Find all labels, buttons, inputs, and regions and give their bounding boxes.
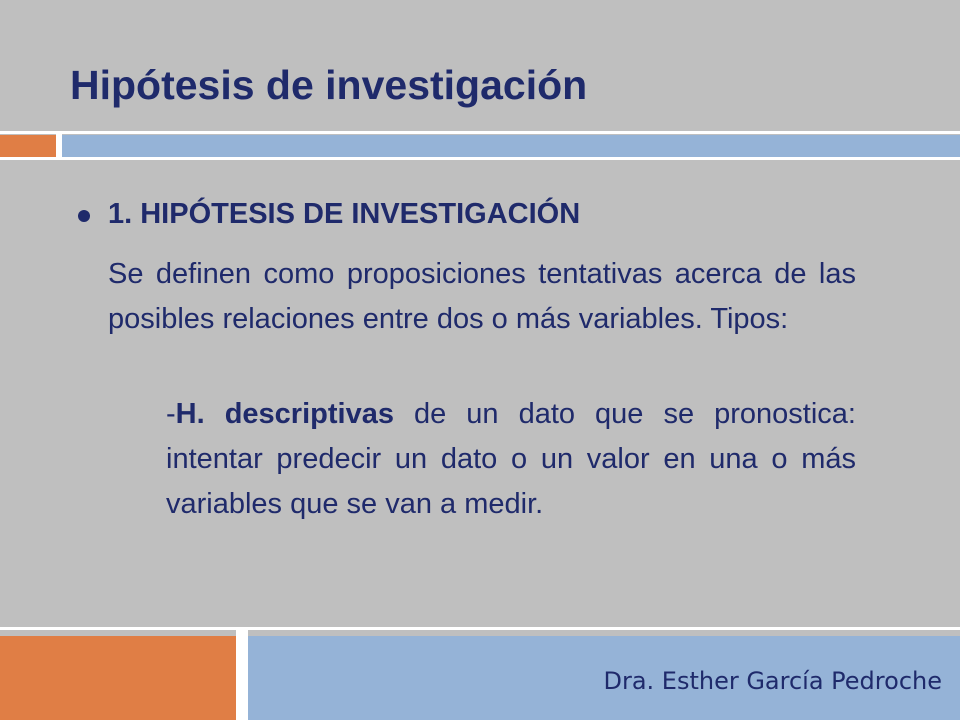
bottom-orange-accent-block [0,636,236,720]
top-orange-accent-bar [0,135,56,157]
definition-paragraph: Se definen como proposiciones tentativas acerca de las posibles relaciones entre dos o más variables. Tipos: [108,258,856,335]
subitem-text: de un dato que se pronostica: intentar predecir un dato o un valor en una o más variables que se van a medir. [166,398,856,520]
subitem-paragraph [166,392,856,527]
bottom-divider-line [0,627,960,630]
top-divider-line [0,131,960,134]
top-divider-line-lower [0,157,960,160]
subitem-prefix: - [166,398,176,430]
footer-author: Dra. Esther García Pedroche [603,667,942,695]
top-blue-accent-bar [62,135,960,157]
slide-title: Hipótesis de investigación [70,62,588,108]
bullet-dot-icon [78,210,90,222]
bottom-block-separator [236,630,248,720]
section-heading: 1. HIPÓTESIS DE INVESTIGACIÓN [108,198,581,230]
subitem-bold-term: H. descriptivas [175,398,394,430]
